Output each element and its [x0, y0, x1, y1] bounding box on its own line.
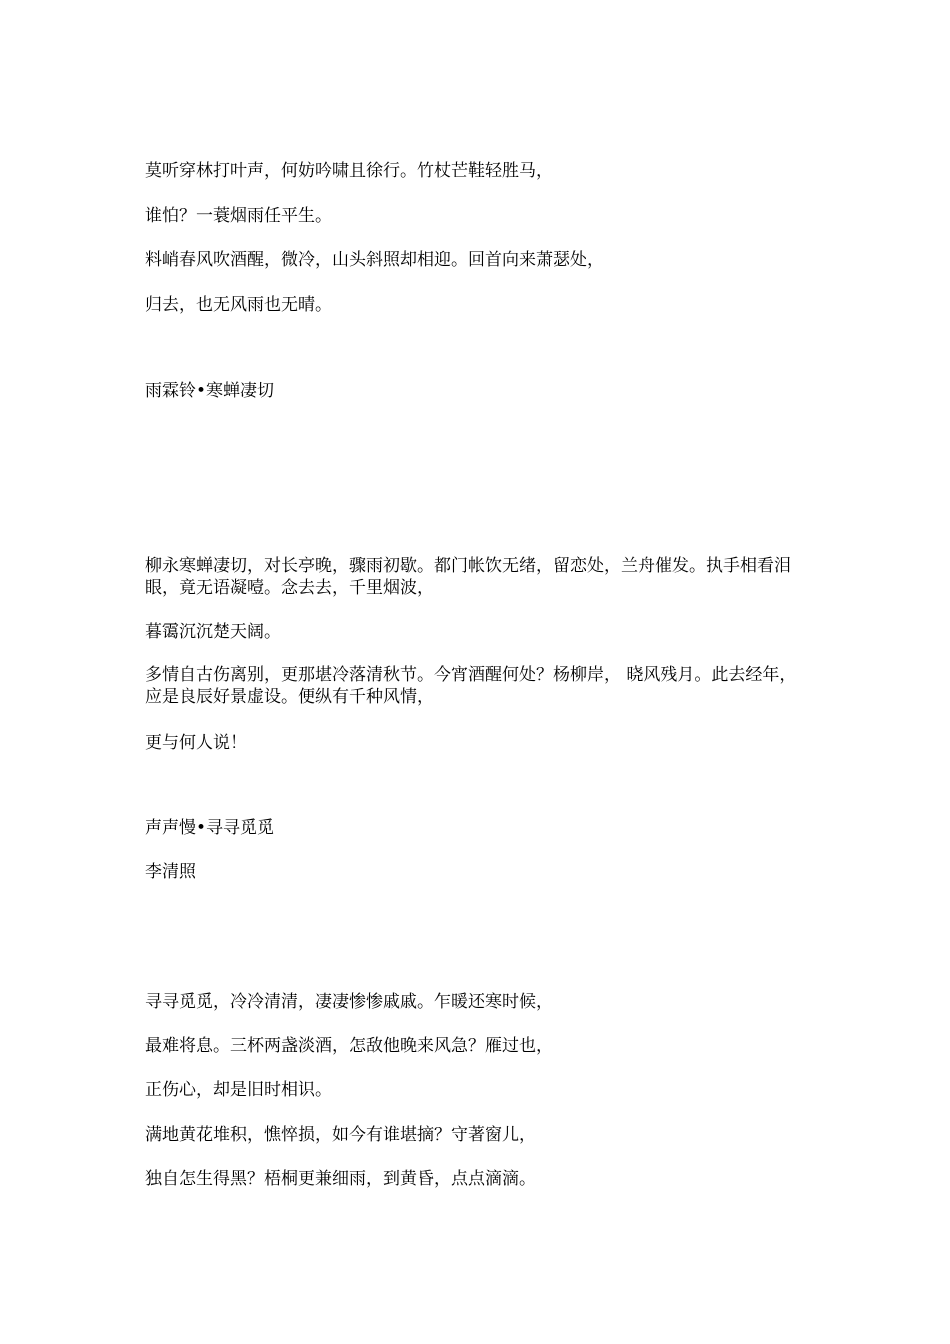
poem2-line-2: 暮霭沉沉楚天阔。 — [145, 622, 281, 642]
poem1-line-2: 谁怕？一蓑烟雨任平生。 — [145, 206, 332, 226]
poem1-line-1: 莫听穿林打叶声，何妨吟啸且徐行。竹杖芒鞋轻胜马， — [145, 161, 553, 181]
poem3-author: 李清照 — [145, 862, 196, 882]
poem1-line-3: 料峭春风吹酒醒，微冷，山头斜照却相迎。回首向来萧瑟处， — [145, 250, 604, 270]
poem2-line-1: 柳永寒蝉凄切，对长亭晚，骤雨初歇。都门帐饮无绪，留恋处，兰舟催发。执手相看泪眼，竟无语凝噎。念去去，千里烟波， — [145, 556, 791, 598]
poem3-title: 声声慢•寻寻觅觅 — [145, 818, 275, 838]
poem3-line-3: 正伤心，却是旧时相识。 — [145, 1080, 332, 1100]
poem3-line-1: 寻寻觅觅，冷冷清清，凄凄惨惨戚戚。乍暖还寒时候， — [145, 992, 553, 1012]
poem1-line-4: 归去，也无风雨也无晴。 — [145, 295, 332, 315]
poem3-line-2: 最难将息。三杯两盏淡酒，怎敌他晚来风急？雁过也， — [145, 1036, 553, 1056]
poem2-line-3: 多情自古伤离别，更那堪冷落清秋节。今宵酒醒何处？杨柳岸， 晓风残月。此去经年，应是良辰好景虚设。便纵有千种风情， — [145, 665, 797, 707]
poem3-line-5: 独自怎生得黑？梧桐更兼细雨，到黄昏，点点滴滴。 — [145, 1169, 536, 1189]
poem2-title: 雨霖铃•寒蝉凄切 — [145, 381, 275, 401]
poem2-line-4: 更与何人说！ — [145, 733, 247, 753]
poem3-line-4: 满地黄花堆积，憔悴损，如今有谁堪摘？守著窗儿， — [145, 1125, 536, 1145]
